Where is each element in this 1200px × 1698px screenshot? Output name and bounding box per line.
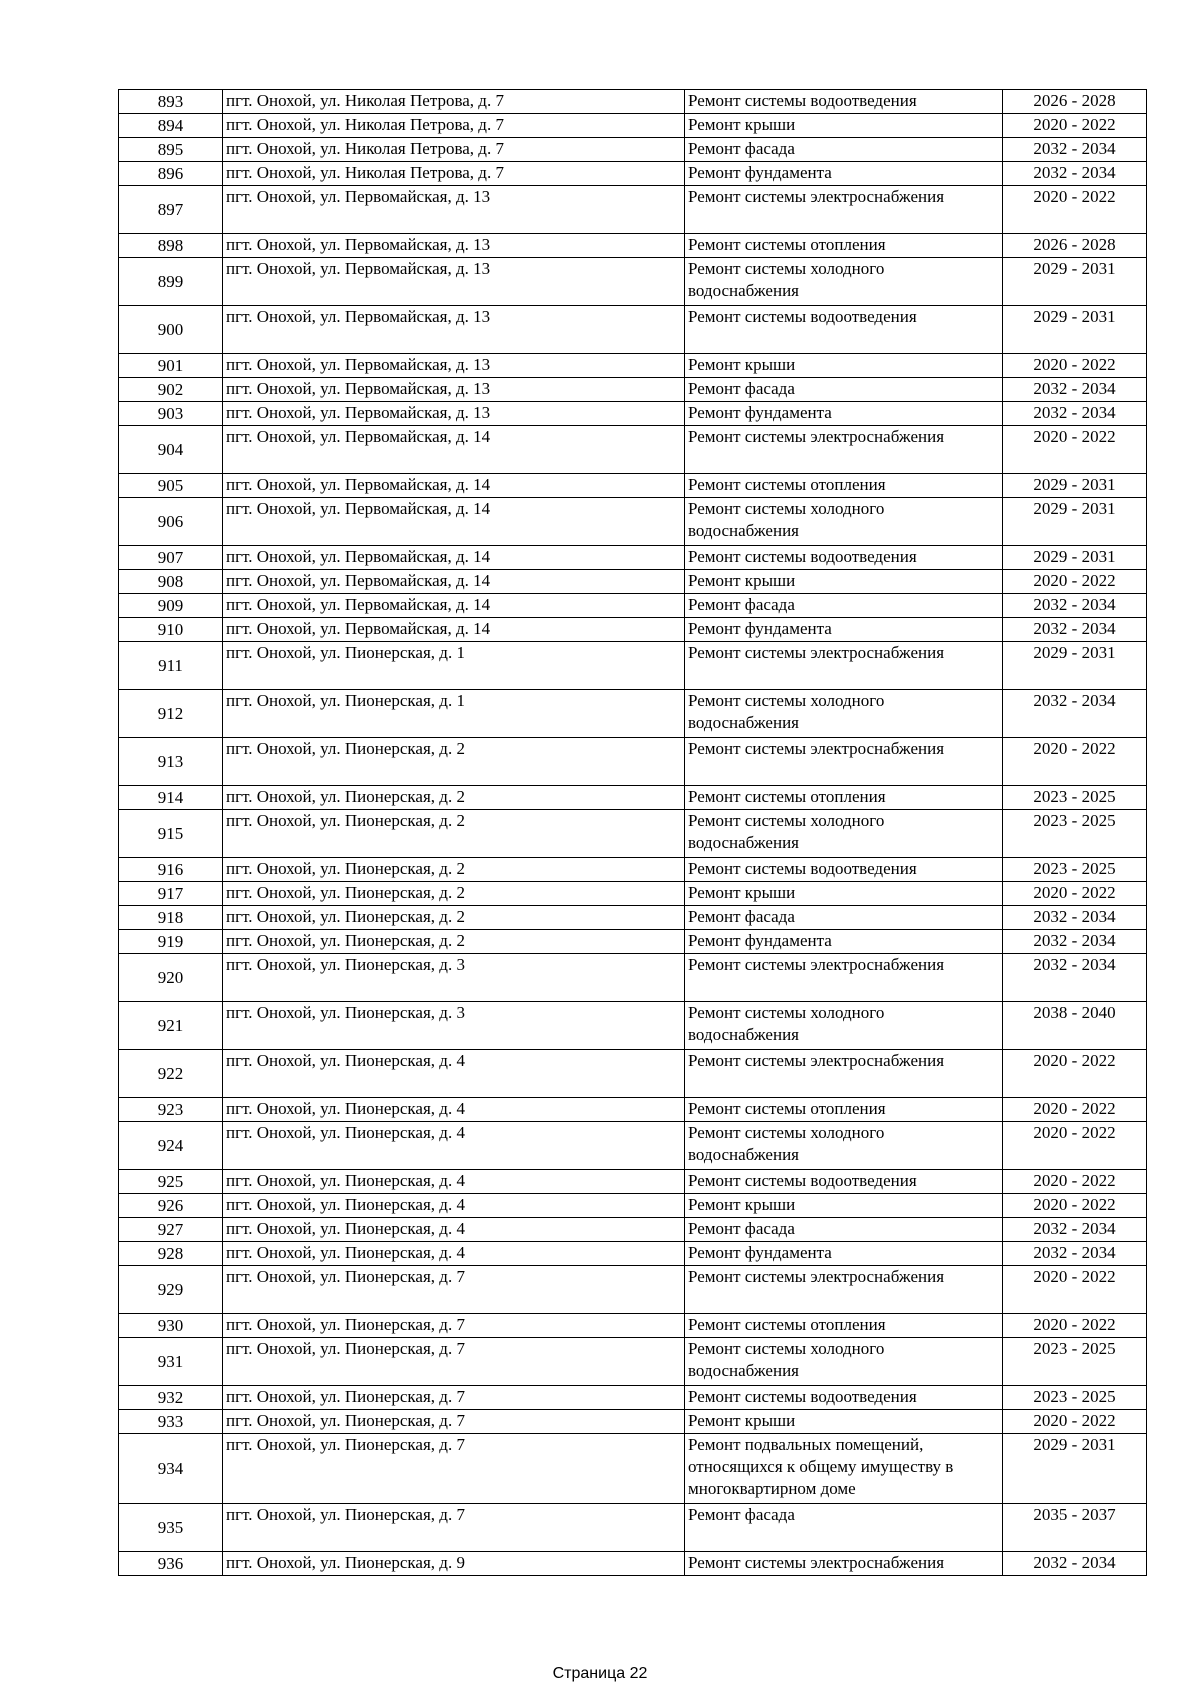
address-cell: пгт. Онохой, ул. Пионерская, д. 1 [223,642,685,690]
row-number-cell: 902 [119,378,223,402]
table-row [119,594,1147,618]
table-row [119,1170,1147,1194]
work-type-cell: Ремонт крыши [685,354,1003,378]
period-cell: 2029 - 2031 [1003,1434,1147,1504]
table-row [119,1314,1147,1338]
address-cell: пгт. Онохой, ул. Пионерская, д. 2 [223,858,685,882]
row-number-cell: 920 [119,954,223,1002]
period-cell: 2023 - 2025 [1003,1386,1147,1410]
table-row [119,474,1147,498]
table-row [119,498,1147,546]
address-cell: пгт. Онохой, ул. Пионерская, д. 4 [223,1170,685,1194]
address-cell: пгт. Онохой, ул. Пионерская, д. 2 [223,906,685,930]
period-cell: 2020 - 2022 [1003,426,1147,474]
row-number-cell: 935 [119,1504,223,1552]
period-cell: 2023 - 2025 [1003,1338,1147,1386]
address-cell: пгт. Онохой, ул. Пионерская, д. 4 [223,1098,685,1122]
address-cell: пгт. Онохой, ул. Первомайская, д. 14 [223,618,685,642]
period-cell: 2020 - 2022 [1003,1266,1147,1314]
period-cell: 2032 - 2034 [1003,1242,1147,1266]
row-number-cell: 908 [119,570,223,594]
address-cell: пгт. Онохой, ул. Пионерская, д. 4 [223,1122,685,1170]
table-row [119,642,1147,690]
row-number-cell: 926 [119,1194,223,1218]
work-type-cell: Ремонт системы электроснабжения [685,642,1003,690]
work-type-cell: Ремонт фасада [685,1218,1003,1242]
work-type-cell: Ремонт системы холодного водоснабжения [685,1338,1003,1386]
period-cell: 2020 - 2022 [1003,114,1147,138]
row-number-cell: 914 [119,786,223,810]
row-number-cell: 899 [119,258,223,306]
table-row [119,1386,1147,1410]
period-cell: 2020 - 2022 [1003,882,1147,906]
period-cell: 2032 - 2034 [1003,690,1147,738]
row-number-cell: 923 [119,1098,223,1122]
period-cell: 2020 - 2022 [1003,354,1147,378]
row-number-cell: 915 [119,810,223,858]
work-type-cell: Ремонт крыши [685,570,1003,594]
page-number: Страница 22 [552,1665,648,1682]
work-type-cell: Ремонт системы электроснабжения [685,1050,1003,1098]
address-cell: пгт. Онохой, ул. Первомайская, д. 13 [223,186,685,234]
work-type-cell: Ремонт системы водоотведения [685,306,1003,354]
table-row [119,1218,1147,1242]
address-cell: пгт. Онохой, ул. Первомайская, д. 13 [223,378,685,402]
work-type-cell: Ремонт крыши [685,882,1003,906]
work-type-cell: Ремонт системы холодного водоснабжения [685,690,1003,738]
row-number-cell: 922 [119,1050,223,1098]
period-cell: 2020 - 2022 [1003,1098,1147,1122]
row-number-cell: 918 [119,906,223,930]
row-number-cell: 905 [119,474,223,498]
period-cell: 2032 - 2034 [1003,138,1147,162]
table-row [119,954,1147,1002]
address-cell: пгт. Онохой, ул. Пионерская, д. 2 [223,786,685,810]
address-cell: пгт. Онохой, ул. Пионерская, д. 7 [223,1338,685,1386]
table-body [119,90,1147,1576]
work-type-cell: Ремонт системы электроснабжения [685,1552,1003,1576]
period-cell: 2032 - 2034 [1003,594,1147,618]
table-row [119,114,1147,138]
table-row [119,882,1147,906]
row-number-cell: 927 [119,1218,223,1242]
table-row [119,1002,1147,1050]
address-cell: пгт. Онохой, ул. Пионерская, д. 2 [223,738,685,786]
work-type-cell: Ремонт фундамента [685,1242,1003,1266]
row-number-cell: 903 [119,402,223,426]
period-cell: 2029 - 2031 [1003,546,1147,570]
row-number-cell: 909 [119,594,223,618]
address-cell: пгт. Онохой, ул. Первомайская, д. 14 [223,546,685,570]
work-type-cell: Ремонт фундамента [685,402,1003,426]
address-cell: пгт. Онохой, ул. Первомайская, д. 14 [223,594,685,618]
address-cell: пгт. Онохой, ул. Первомайская, д. 14 [223,498,685,546]
period-cell: 2032 - 2034 [1003,402,1147,426]
table-row [119,90,1147,114]
table-row [119,426,1147,474]
work-type-cell: Ремонт системы отопления [685,786,1003,810]
row-number-cell: 929 [119,1266,223,1314]
row-number-cell: 897 [119,186,223,234]
address-cell: пгт. Онохой, ул. Пионерская, д. 1 [223,690,685,738]
row-number-cell: 904 [119,426,223,474]
period-cell: 2020 - 2022 [1003,1050,1147,1098]
period-cell: 2032 - 2034 [1003,378,1147,402]
table-row [119,858,1147,882]
row-number-cell: 898 [119,234,223,258]
table-row [119,234,1147,258]
address-cell: пгт. Онохой, ул. Пионерская, д. 7 [223,1314,685,1338]
work-type-cell: Ремонт фасада [685,906,1003,930]
work-type-cell: Ремонт системы электроснабжения [685,186,1003,234]
row-number-cell: 924 [119,1122,223,1170]
row-number-cell: 900 [119,306,223,354]
work-type-cell: Ремонт системы отопления [685,474,1003,498]
period-cell: 2032 - 2034 [1003,1218,1147,1242]
address-cell: пгт. Онохой, ул. Первомайская, д. 14 [223,426,685,474]
address-cell: пгт. Онохой, ул. Пионерская, д. 7 [223,1434,685,1504]
table-row [119,690,1147,738]
period-cell: 2032 - 2034 [1003,930,1147,954]
address-cell: пгт. Онохой, ул. Первомайская, д. 13 [223,258,685,306]
row-number-cell: 893 [119,90,223,114]
row-number-cell: 917 [119,882,223,906]
row-number-cell: 933 [119,1410,223,1434]
row-number-cell: 928 [119,1242,223,1266]
address-cell: пгт. Онохой, ул. Первомайская, д. 14 [223,570,685,594]
period-cell: 2020 - 2022 [1003,738,1147,786]
period-cell: 2029 - 2031 [1003,642,1147,690]
period-cell: 2029 - 2031 [1003,258,1147,306]
address-cell: пгт. Онохой, ул. Николая Петрова, д. 7 [223,138,685,162]
row-number-cell: 910 [119,618,223,642]
address-cell: пгт. Онохой, ул. Пионерская, д. 4 [223,1242,685,1266]
work-type-cell: Ремонт системы отопления [685,234,1003,258]
period-cell: 2023 - 2025 [1003,786,1147,810]
work-type-cell: Ремонт фасада [685,1504,1003,1552]
work-type-cell: Ремонт фасада [685,594,1003,618]
table-row [119,402,1147,426]
work-type-cell: Ремонт фундамента [685,162,1003,186]
work-type-cell: Ремонт фасада [685,138,1003,162]
table-row [119,138,1147,162]
work-type-cell: Ремонт системы водоотведения [685,1386,1003,1410]
table-row [119,1050,1147,1098]
table-row [119,1098,1147,1122]
address-cell: пгт. Онохой, ул. Пионерская, д. 9 [223,1552,685,1576]
row-number-cell: 931 [119,1338,223,1386]
table-row [119,1122,1147,1170]
work-type-cell: Ремонт системы водоотведения [685,858,1003,882]
row-number-cell: 934 [119,1434,223,1504]
work-type-cell: Ремонт системы водоотведения [685,90,1003,114]
row-number-cell: 921 [119,1002,223,1050]
work-type-cell: Ремонт системы водоотведения [685,546,1003,570]
table-row [119,186,1147,234]
row-number-cell: 916 [119,858,223,882]
work-type-cell: Ремонт системы электроснабжения [685,1266,1003,1314]
work-type-cell: Ремонт фундамента [685,930,1003,954]
address-cell: пгт. Онохой, ул. Пионерская, д. 4 [223,1050,685,1098]
address-cell: пгт. Онохой, ул. Первомайская, д. 14 [223,474,685,498]
period-cell: 2032 - 2034 [1003,954,1147,1002]
period-cell: 2032 - 2034 [1003,1552,1147,1576]
address-cell: пгт. Онохой, ул. Первомайская, д. 13 [223,354,685,378]
period-cell: 2020 - 2022 [1003,1122,1147,1170]
table-row [119,786,1147,810]
row-number-cell: 894 [119,114,223,138]
period-cell: 2020 - 2022 [1003,1194,1147,1218]
row-number-cell: 925 [119,1170,223,1194]
table-row [119,738,1147,786]
work-type-cell: Ремонт системы электроснабжения [685,954,1003,1002]
work-type-cell: Ремонт системы отопления [685,1314,1003,1338]
address-cell: пгт. Онохой, ул. Пионерская, д. 7 [223,1504,685,1552]
table-row [119,1194,1147,1218]
repair-schedule-table [118,89,1147,1576]
address-cell: пгт. Онохой, ул. Пионерская, д. 7 [223,1410,685,1434]
address-cell: пгт. Онохой, ул. Пионерская, д. 2 [223,810,685,858]
period-cell: 2026 - 2028 [1003,234,1147,258]
table-row [119,258,1147,306]
work-type-cell: Ремонт системы электроснабжения [685,738,1003,786]
period-cell: 2029 - 2031 [1003,498,1147,546]
period-cell: 2020 - 2022 [1003,1410,1147,1434]
row-number-cell: 932 [119,1386,223,1410]
period-cell: 2032 - 2034 [1003,906,1147,930]
table-row [119,1338,1147,1386]
row-number-cell: 896 [119,162,223,186]
table-row [119,1410,1147,1434]
period-cell: 2020 - 2022 [1003,570,1147,594]
address-cell: пгт. Онохой, ул. Пионерская, д. 7 [223,1386,685,1410]
period-cell: 2020 - 2022 [1003,186,1147,234]
work-type-cell: Ремонт системы холодного водоснабжения [685,498,1003,546]
table-row [119,378,1147,402]
address-cell: пгт. Онохой, ул. Первомайская, д. 13 [223,234,685,258]
address-cell: пгт. Онохой, ул. Пионерская, д. 2 [223,930,685,954]
table-row [119,570,1147,594]
address-cell: пгт. Онохой, ул. Пионерская, д. 3 [223,954,685,1002]
work-type-cell: Ремонт системы водоотведения [685,1170,1003,1194]
period-cell: 2035 - 2037 [1003,1504,1147,1552]
table-row [119,1242,1147,1266]
row-number-cell: 907 [119,546,223,570]
address-cell: пгт. Онохой, ул. Первомайская, д. 13 [223,306,685,354]
row-number-cell: 930 [119,1314,223,1338]
address-cell: пгт. Онохой, ул. Пионерская, д. 3 [223,1002,685,1050]
table-row [119,810,1147,858]
table-row [119,1266,1147,1314]
address-cell: пгт. Онохой, ул. Первомайская, д. 13 [223,402,685,426]
table-row [119,930,1147,954]
period-cell: 2026 - 2028 [1003,90,1147,114]
work-type-cell: Ремонт крыши [685,1410,1003,1434]
row-number-cell: 912 [119,690,223,738]
work-type-cell: Ремонт системы отопления [685,1098,1003,1122]
work-type-cell: Ремонт системы электроснабжения [685,426,1003,474]
address-cell: пгт. Онохой, ул. Пионерская, д. 4 [223,1218,685,1242]
period-cell: 2020 - 2022 [1003,1314,1147,1338]
work-type-cell: Ремонт системы холодного водоснабжения [685,258,1003,306]
address-cell: пгт. Онохой, ул. Николая Петрова, д. 7 [223,90,685,114]
address-cell: пгт. Онохой, ул. Пионерская, д. 4 [223,1194,685,1218]
row-number-cell: 906 [119,498,223,546]
work-type-cell: Ремонт фасада [685,378,1003,402]
period-cell: 2029 - 2031 [1003,474,1147,498]
work-type-cell: Ремонт системы холодного водоснабжения [685,810,1003,858]
table-row [119,1434,1147,1504]
table-row [119,306,1147,354]
table-row [119,354,1147,378]
address-cell: пгт. Онохой, ул. Пионерская, д. 2 [223,882,685,906]
work-type-cell: Ремонт фундамента [685,618,1003,642]
table-row [119,1504,1147,1552]
address-cell: пгт. Онохой, ул. Николая Петрова, д. 7 [223,114,685,138]
row-number-cell: 911 [119,642,223,690]
work-type-cell: Ремонт системы холодного водоснабжения [685,1002,1003,1050]
table-row [119,162,1147,186]
period-cell: 2020 - 2022 [1003,1170,1147,1194]
work-type-cell: Ремонт системы холодного водоснабжения [685,1122,1003,1170]
address-cell: пгт. Онохой, ул. Николая Петрова, д. 7 [223,162,685,186]
table-row [119,618,1147,642]
table-row [119,1552,1147,1576]
work-type-cell: Ремонт подвальных помещений, относящихся к общему имуществу в многоквартирном доме [685,1434,1003,1504]
row-number-cell: 895 [119,138,223,162]
period-cell: 2038 - 2040 [1003,1002,1147,1050]
work-type-cell: Ремонт крыши [685,1194,1003,1218]
period-cell: 2032 - 2034 [1003,618,1147,642]
period-cell: 2023 - 2025 [1003,858,1147,882]
row-number-cell: 913 [119,738,223,786]
row-number-cell: 901 [119,354,223,378]
table-row [119,546,1147,570]
work-type-cell: Ремонт крыши [685,114,1003,138]
table-row [119,906,1147,930]
period-cell: 2032 - 2034 [1003,162,1147,186]
address-cell: пгт. Онохой, ул. Пионерская, д. 7 [223,1266,685,1314]
row-number-cell: 919 [119,930,223,954]
row-number-cell: 936 [119,1552,223,1576]
period-cell: 2023 - 2025 [1003,810,1147,858]
period-cell: 2029 - 2031 [1003,306,1147,354]
